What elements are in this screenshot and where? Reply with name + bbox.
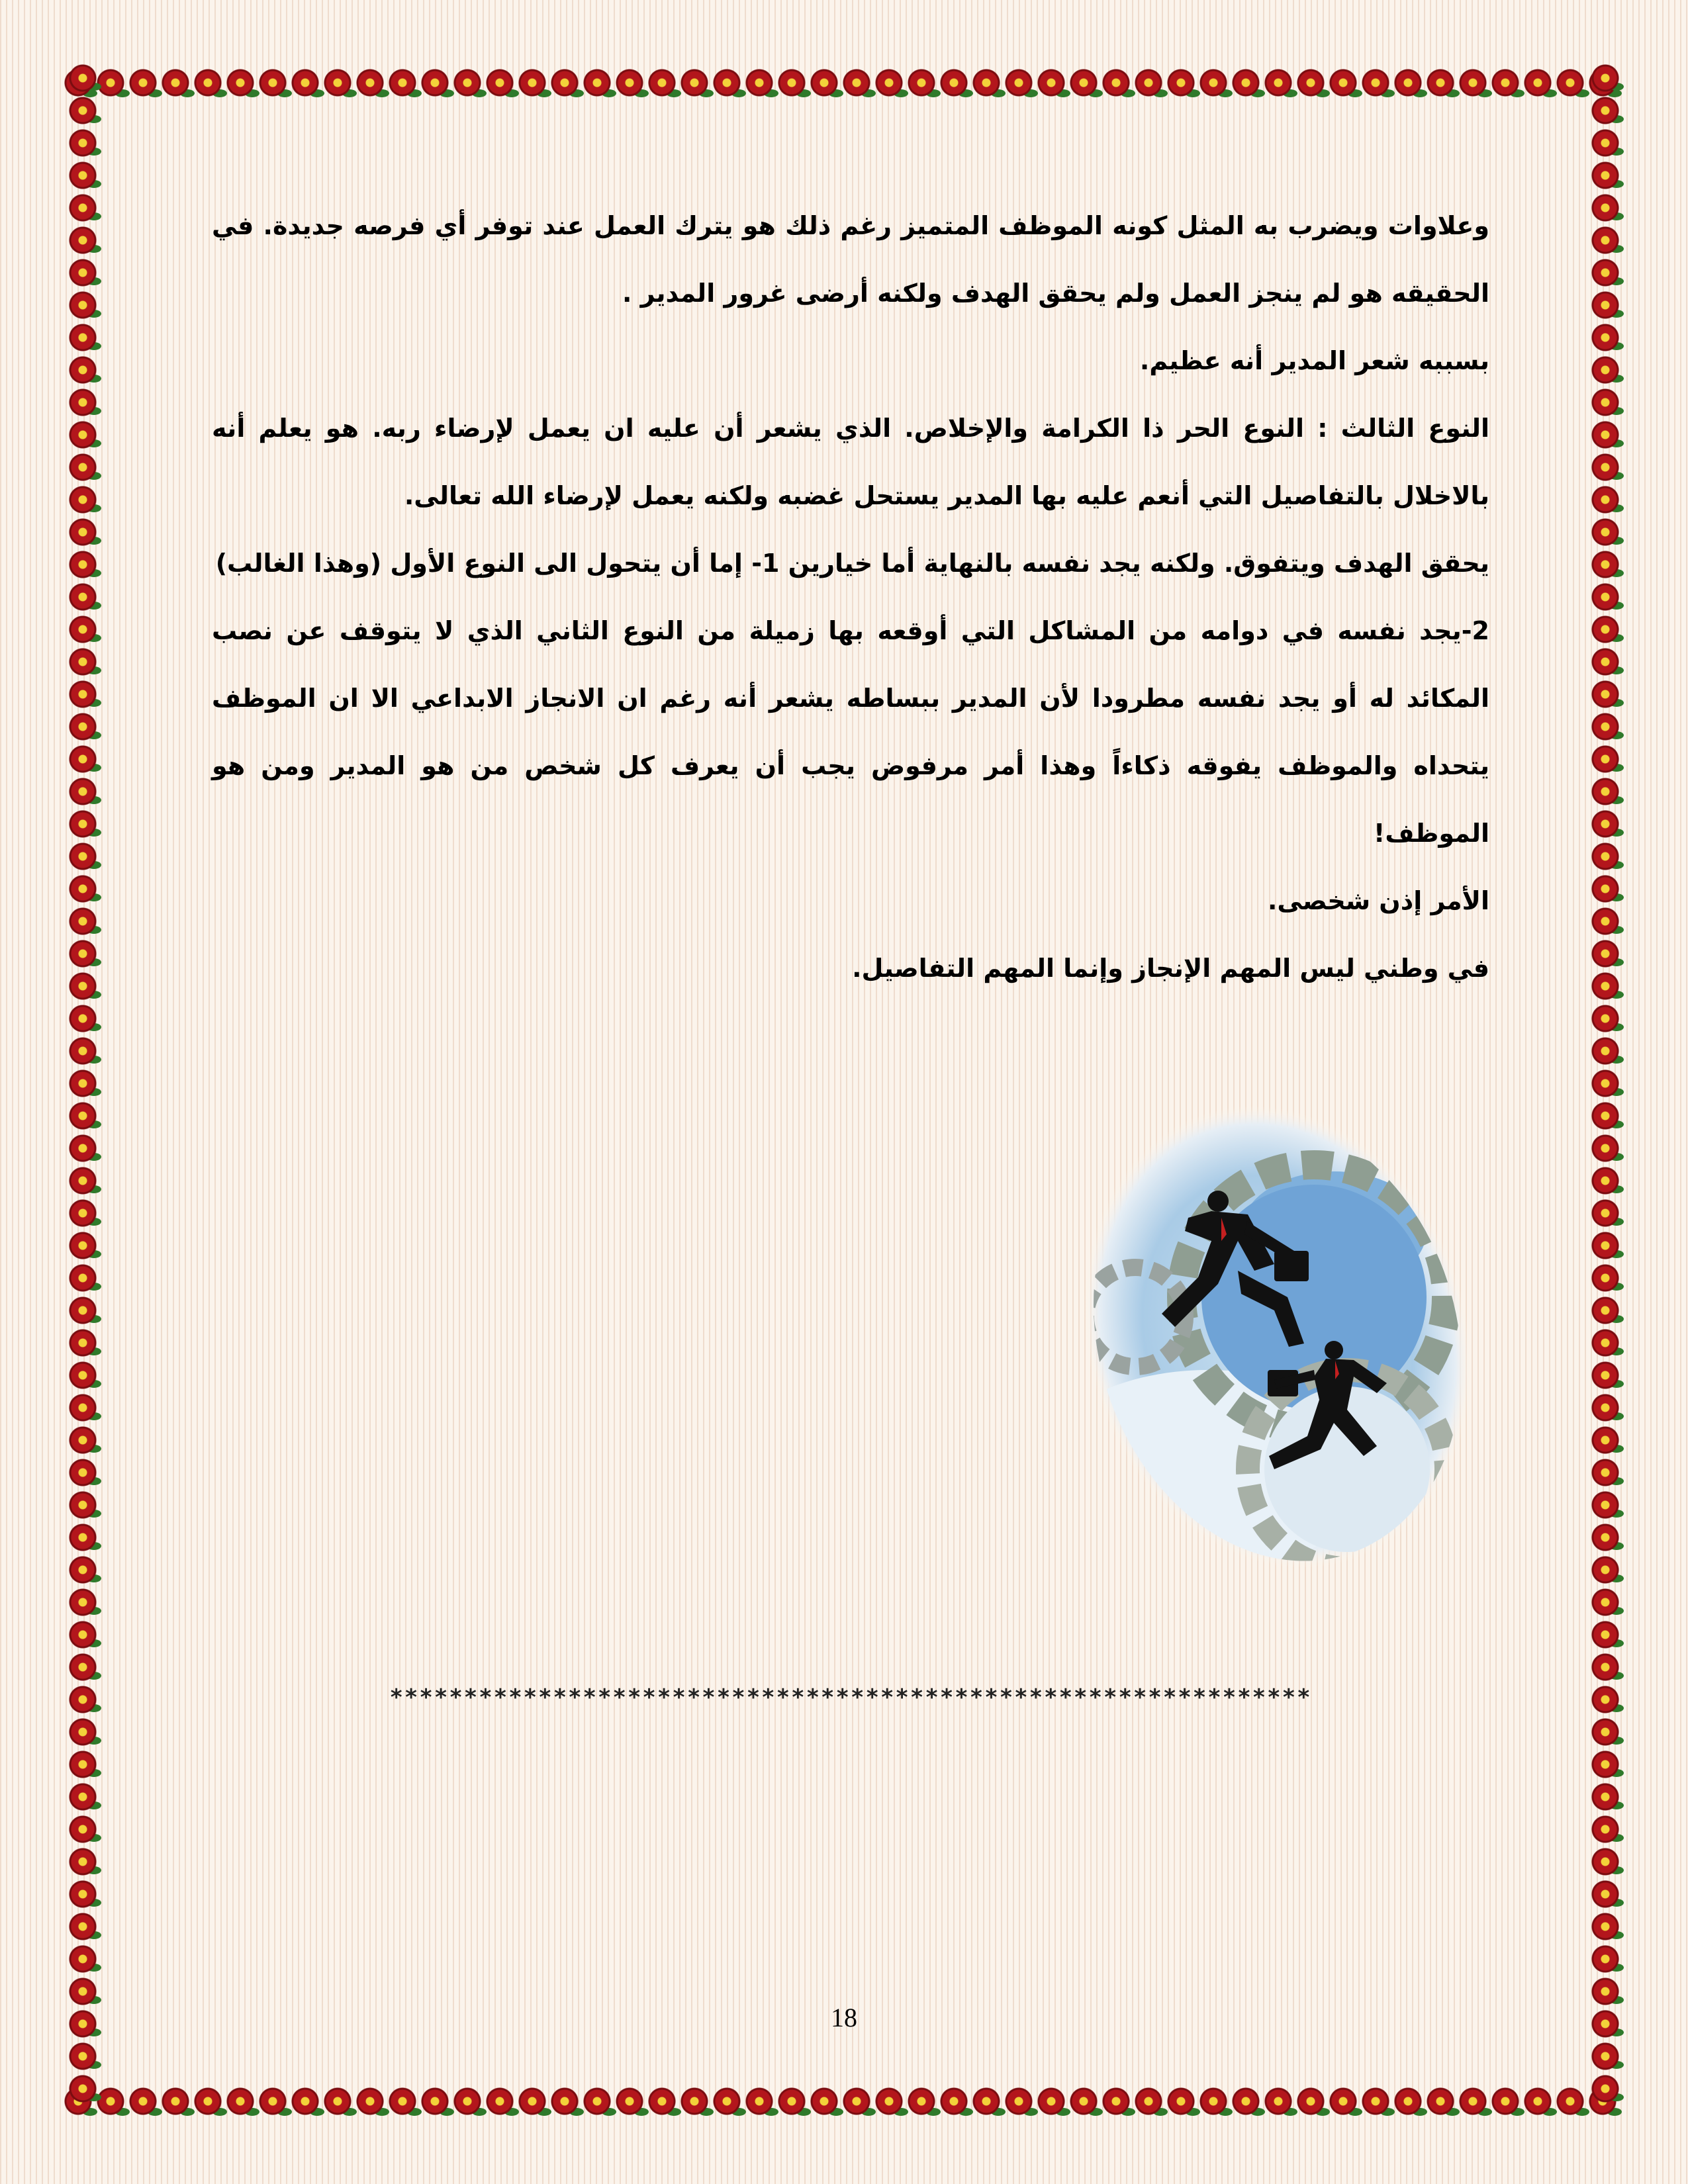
- flower-ornament: [258, 68, 288, 98]
- flower-ornament: [68, 1749, 98, 1780]
- flower-ornament: [68, 614, 98, 645]
- flower-ornament: [68, 63, 98, 93]
- flower-ornament: [1590, 1846, 1620, 1877]
- paragraph: يحقق الهدف ويتفوق. ولكنه يجد نفسه بالنهاية أما خيارين 1- إما أن يتحول الى النوع الأول (وهذا الغالب): [215, 549, 1489, 578]
- flower-ornament: [387, 68, 418, 98]
- flower-ornament: [68, 452, 98, 482]
- flower-ornament: [906, 2086, 937, 2116]
- flower-ornament: [1198, 2086, 1229, 2116]
- flower-ornament: [68, 517, 98, 547]
- flower-ornament: [485, 2086, 515, 2116]
- flower-ornament: [1198, 68, 1229, 98]
- flower-ornament: [68, 841, 98, 872]
- flower-ornament: [1590, 193, 1620, 223]
- flower-ornament: [712, 2086, 742, 2116]
- flower-ornament: [452, 2086, 483, 2116]
- flower-ornament: [68, 1003, 98, 1034]
- flower-ornament: [258, 2086, 288, 2116]
- flower-ornament: [68, 1165, 98, 1196]
- flower-ornament: [290, 68, 320, 98]
- flower-ornament: [1068, 68, 1099, 98]
- flower-ornament: [68, 1101, 98, 1131]
- flower-ornament: [1590, 809, 1620, 839]
- flower-ornament: [68, 1328, 98, 1358]
- flower-ornament: [68, 582, 98, 612]
- flower-ornament: [68, 1490, 98, 1520]
- flower-ornament: [1590, 1263, 1620, 1293]
- flower-ornament: [1590, 387, 1620, 418]
- flower-ornament: [68, 1619, 98, 1650]
- flower-ornament: [1590, 971, 1620, 1001]
- flower-ornament: [68, 1652, 98, 1682]
- flower-ornament: [1590, 1101, 1620, 1131]
- flower-ornament: [1590, 160, 1620, 191]
- flower-ornament: [68, 1782, 98, 1812]
- flower-ornament: [744, 68, 774, 98]
- flower-ornament: [549, 68, 580, 98]
- businessmen-running-through-gears-icon: [1076, 1099, 1479, 1575]
- flower-ornament: [68, 1198, 98, 1228]
- flower-ornament: [68, 906, 98, 936]
- flower-ornament: [1590, 614, 1620, 645]
- flower-ornament: [1590, 841, 1620, 872]
- flower-ornament: [68, 1522, 98, 1553]
- flower-ornament: [1555, 68, 1585, 98]
- flower-ornament: [517, 68, 547, 98]
- flower-ornament: [582, 68, 612, 98]
- flower-ornament: [1590, 1490, 1620, 1520]
- flower-ornament: [874, 2086, 904, 2116]
- flower-ornament: [1068, 2086, 1099, 2116]
- flower-ornament: [1590, 1198, 1620, 1228]
- flower-border-left: [63, 63, 103, 2121]
- flower-ornament: [1101, 68, 1131, 98]
- flower-ornament: [1036, 2086, 1066, 2116]
- flower-ornament: [68, 160, 98, 191]
- flower-ornament: [68, 355, 98, 385]
- flower-ornament: [712, 68, 742, 98]
- flower-ornament: [68, 809, 98, 839]
- flower-ornament: [1166, 2086, 1196, 2116]
- flower-ornament: [485, 68, 515, 98]
- flower-ornament: [68, 1457, 98, 1488]
- flower-ornament: [1263, 2086, 1293, 2116]
- flower-ornament: [322, 2086, 353, 2116]
- flower-ornament: [68, 938, 98, 969]
- flower-ornament: [1590, 906, 1620, 936]
- flower-ornament: [1295, 2086, 1326, 2116]
- flower-ornament: [1590, 420, 1620, 450]
- flower-ornament: [1590, 1879, 1620, 1909]
- separator-line: **************************************************************: [389, 1684, 1312, 1711]
- flower-ornament: [68, 1587, 98, 1617]
- paragraph: بسببه شعر المدير أنه عظيم.: [1139, 346, 1489, 375]
- flower-ornament: [1590, 452, 1620, 482]
- flower-ornament: [1393, 68, 1423, 98]
- flower-ornament: [68, 1360, 98, 1390]
- flower-ornament: [225, 68, 256, 98]
- flower-ornament: [68, 1230, 98, 1261]
- flower-ornament: [1295, 68, 1326, 98]
- flower-ornament: [68, 1555, 98, 1585]
- flower-ornament: [1590, 257, 1620, 288]
- flower-ornament: [68, 1879, 98, 1909]
- flower-ornament: [1590, 517, 1620, 547]
- flower-ornament: [744, 2086, 774, 2116]
- flower-ornament: [1590, 582, 1620, 612]
- flower-ornament: [452, 68, 483, 98]
- flower-ornament: [1590, 1717, 1620, 1747]
- flower-ornament: [1590, 1133, 1620, 1163]
- flower-ornament: [68, 193, 98, 223]
- document-body: [212, 192, 1489, 1002]
- flower-ornament: [679, 68, 710, 98]
- flower-ornament: [1425, 68, 1456, 98]
- flower-ornament: [1590, 1684, 1620, 1715]
- flower-ornament: [68, 971, 98, 1001]
- paragraph: الأمر إذن شخصى.: [1268, 886, 1489, 915]
- flower-ornament: [420, 68, 450, 98]
- flower-ornament: [1590, 355, 1620, 385]
- flower-ornament: [1590, 1522, 1620, 1553]
- flower-ornament: [128, 68, 158, 98]
- flower-ornament: [68, 1392, 98, 1423]
- flower-ornament: [1590, 484, 1620, 515]
- paragraph: في وطني ليس المهم الإنجاز وإنما المهم التفاصيل.: [852, 954, 1489, 983]
- flower-ornament: [1555, 2086, 1585, 2116]
- flower-ornament: [68, 290, 98, 320]
- flower-ornament: [614, 2086, 645, 2116]
- flower-ornament: [776, 2086, 807, 2116]
- flower-ornament: [1590, 1749, 1620, 1780]
- flower-ornament: [1590, 1392, 1620, 1423]
- flower-ornament: [355, 2086, 385, 2116]
- flower-border-right: [1585, 63, 1625, 2121]
- flower-ornament: [68, 647, 98, 677]
- flower-ornament: [1590, 938, 1620, 969]
- flower-ornament: [1590, 1036, 1620, 1066]
- flower-ornament: [1590, 1068, 1620, 1099]
- flower-ornament: [1458, 2086, 1488, 2116]
- flower-ornament: [68, 776, 98, 807]
- flower-ornament: [841, 68, 872, 98]
- flower-ornament: [1590, 1230, 1620, 1261]
- flower-ornament: [355, 68, 385, 98]
- paragraph: النوع الثالث : النوع الحر ذا الكرامة والإخلاص. الذي يشعر أن عليه ان يعمل لإرضاء ربه. هو يعلم أنه بالاخلال بالتفاصيل التي أنعم عليه بها المدير يستحل غضبه ولكنه يعمل لإرضاء الله تعالى.: [212, 414, 1489, 510]
- flower-ornament: [1133, 2086, 1164, 2116]
- flower-ornament: [68, 711, 98, 742]
- flower-ornament: [387, 2086, 418, 2116]
- flower-ornament: [1360, 68, 1391, 98]
- flower-ornament: [68, 1133, 98, 1163]
- flower-ornament: [1590, 1328, 1620, 1358]
- flower-ornament: [1590, 1457, 1620, 1488]
- flower-ornament: [68, 484, 98, 515]
- flower-ornament: [1590, 874, 1620, 904]
- flower-ornament: [1004, 2086, 1034, 2116]
- flower-ornament: [647, 68, 677, 98]
- flower-ornament: [1590, 290, 1620, 320]
- flower-ornament: [1590, 1555, 1620, 1585]
- flower-ornament: [1231, 68, 1261, 98]
- flower-ornament: [1590, 776, 1620, 807]
- flower-ornament: [68, 1814, 98, 1844]
- flower-ornament: [1425, 2086, 1456, 2116]
- flower-ornament: [1328, 68, 1358, 98]
- flower-ornament: [225, 2086, 256, 2116]
- flower-ornament: [1393, 2086, 1423, 2116]
- flower-ornament: [582, 2086, 612, 2116]
- flower-ornament: [1590, 322, 1620, 353]
- flower-ornament: [1360, 2086, 1391, 2116]
- page-number: 18: [831, 2003, 857, 2032]
- flower-ornament: [549, 2086, 580, 2116]
- flower-ornament: [874, 68, 904, 98]
- flower-ornament: [322, 68, 353, 98]
- flower-ornament: [68, 1846, 98, 1877]
- flower-ornament: [68, 1425, 98, 1455]
- flower-ornament: [1036, 68, 1066, 98]
- flower-ornament: [420, 2086, 450, 2116]
- flower-ornament: [906, 68, 937, 98]
- flower-ornament: [68, 1263, 98, 1293]
- flower-ornament: [1004, 68, 1034, 98]
- flower-ornament: [68, 874, 98, 904]
- flower-ornament: [68, 387, 98, 418]
- flower-ornament: [841, 2086, 872, 2116]
- flower-ornament: [1590, 1782, 1620, 1812]
- flower-ornament: [68, 1295, 98, 1326]
- paragraph: 2-يجد نفسه في دوامه من المشاكل التي أوقعه بها زميلة من النوع الثاني الذي لا يتوقف عن نصب المكائد له أو يجد نفسه مطرودا لأن المدير ببساطه يشعر أنه رغم ان الانجاز الابداعي الا ان الموظف يتحداه والموظف يفوقه ذكاءاً وهذا أمر مرفوض يجب أن يعرف كل شخص من هو المدير ومن هو الموظف!: [212, 616, 1489, 848]
- flower-ornament: [68, 1068, 98, 1099]
- flower-ornament: [517, 2086, 547, 2116]
- flower-ornament: [1490, 2086, 1521, 2116]
- flower-ornament: [939, 2086, 969, 2116]
- flower-ornament: [1590, 1165, 1620, 1196]
- flower-ornament: [1590, 2073, 1620, 2104]
- flower-ornament: [290, 2086, 320, 2116]
- flower-ornament: [160, 68, 191, 98]
- flower-ornament: [1166, 68, 1196, 98]
- flower-border-top: [63, 63, 1625, 103]
- flower-ornament: [1590, 63, 1620, 93]
- flower-ornament: [1263, 68, 1293, 98]
- flower-ornament: [1590, 1652, 1620, 1682]
- flower-ornament: [1490, 68, 1521, 98]
- flower-ornament: [647, 2086, 677, 2116]
- flower-ornament: [1590, 95, 1620, 126]
- flower-ornament: [1590, 549, 1620, 580]
- flower-ornament: [1231, 2086, 1261, 2116]
- flower-ornament: [68, 679, 98, 709]
- flower-ornament: [68, 2073, 98, 2104]
- flower-ornament: [68, 420, 98, 450]
- flower-ornament: [1590, 1425, 1620, 1455]
- flower-ornament: [971, 68, 1002, 98]
- flower-ornament: [1590, 1911, 1620, 1942]
- flower-ornament: [68, 744, 98, 774]
- flower-ornament: [1590, 1944, 1620, 1974]
- flower-ornament: [68, 225, 98, 255]
- flower-ornament: [1590, 1360, 1620, 1390]
- flower-ornament: [1590, 225, 1620, 255]
- flower-ornament: [193, 68, 223, 98]
- flower-ornament: [776, 68, 807, 98]
- flower-ornament: [1590, 2041, 1620, 2071]
- flower-ornament: [68, 1717, 98, 1747]
- flower-ornament: [1590, 1814, 1620, 1844]
- flower-ornament: [68, 1684, 98, 1715]
- flower-ornament: [68, 1911, 98, 1942]
- flower-ornament: [1590, 1295, 1620, 1326]
- flower-ornament: [679, 2086, 710, 2116]
- flower-ornament: [1590, 1587, 1620, 1617]
- flower-ornament: [1590, 647, 1620, 677]
- flower-ornament: [68, 1036, 98, 1066]
- paragraph: وعلاوات ويضرب به المثل كونه الموظف المتميز رغم ذلك هو يترك العمل عند توفر أي فرصه جديدة. في الحقيقه هو لم ينجز العمل ولم يحقق الهدف ولكنه أرضى غرور المدير .: [212, 211, 1489, 308]
- flower-ornament: [971, 2086, 1002, 2116]
- flower-ornament: [1590, 711, 1620, 742]
- flower-ornament: [1590, 744, 1620, 774]
- flower-ornament: [128, 2086, 158, 2116]
- flower-ornament: [160, 2086, 191, 2116]
- flower-ornament: [68, 95, 98, 126]
- flower-ornament: [193, 2086, 223, 2116]
- flower-ornament: [68, 257, 98, 288]
- flower-ornament: [1523, 2086, 1553, 2116]
- flower-ornament: [1590, 679, 1620, 709]
- flower-ornament: [1523, 68, 1553, 98]
- flower-ornament: [809, 2086, 839, 2116]
- flower-ornament: [68, 549, 98, 580]
- flower-ornament: [68, 128, 98, 158]
- flower-ornament: [1328, 2086, 1358, 2116]
- flower-ornament: [68, 1944, 98, 1974]
- flower-ornament: [68, 322, 98, 353]
- flower-ornament: [1458, 68, 1488, 98]
- flower-ornament: [614, 68, 645, 98]
- flower-ornament: [1133, 68, 1164, 98]
- flower-ornament: [1590, 1619, 1620, 1650]
- flower-ornament: [939, 68, 969, 98]
- flower-border-bottom: [63, 2081, 1625, 2121]
- flower-ornament: [1590, 1003, 1620, 1034]
- flower-ornament: [1590, 128, 1620, 158]
- flower-ornament: [1101, 2086, 1131, 2116]
- flower-ornament: [68, 2041, 98, 2071]
- flower-ornament: [809, 68, 839, 98]
